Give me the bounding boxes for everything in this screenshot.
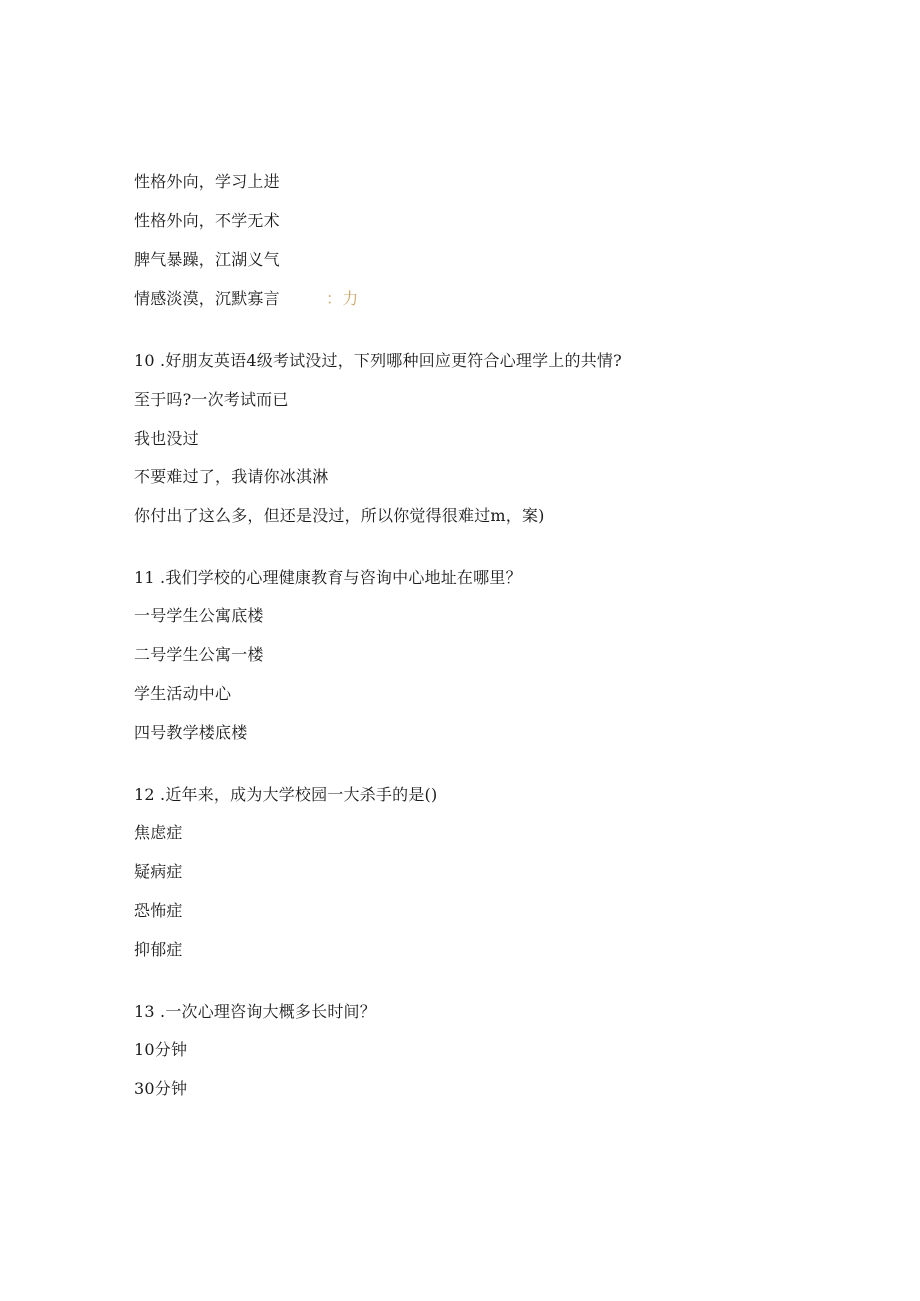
q12-option-b: 疑病症 (134, 862, 183, 881)
q10-question: 10 .好朋友英语4级考试没过，下列哪种回应更符合心理学上的共情? (134, 351, 622, 370)
q12-option-d: 抑郁症 (134, 940, 183, 959)
q12-option-c: 恐怖症 (134, 901, 183, 920)
q10-option-c: 不要难过了，我请你冰淇淋 (134, 467, 329, 486)
q11-option-a: 一号学生公寓底楼 (134, 606, 264, 625)
q9-option-c: 脾气暴躁，江湖义气 (134, 250, 280, 269)
q10-option-d: 你付出了这么多，但还是没过，所以你觉得很难过m，案) (134, 506, 545, 525)
q10-option-b: 我也没过 (134, 429, 199, 448)
q9-stray-mark: ：力 (326, 289, 359, 308)
q12-question: 12 .近年来，成为大学校园一大杀手的是() (134, 785, 438, 804)
q9-option-b: 性格外向，不学无术 (134, 211, 280, 230)
q12-option-a: 焦虑症 (134, 823, 183, 842)
q13-question: 13 .一次心理咨询大概多长时间？ (134, 1002, 376, 1021)
q11-option-d: 四号教学楼底楼 (134, 723, 248, 742)
q11-question: 11 .我们学校的心理健康教育与咨询中心地址在哪里？ (134, 568, 522, 587)
q10-option-a: 至于吗?一次考试而已 (134, 390, 289, 409)
q13-option-a: 10分钟 (134, 1040, 188, 1059)
q11-option-b: 二号学生公寓一楼 (134, 645, 264, 664)
q13-option-b: 30分钟 (134, 1079, 188, 1098)
q9-option-a: 性格外向，学习上进 (134, 172, 280, 191)
q9-option-d: 情感淡漠，沉默寡言 (134, 289, 280, 308)
q11-option-c: 学生活动中心 (134, 684, 232, 703)
